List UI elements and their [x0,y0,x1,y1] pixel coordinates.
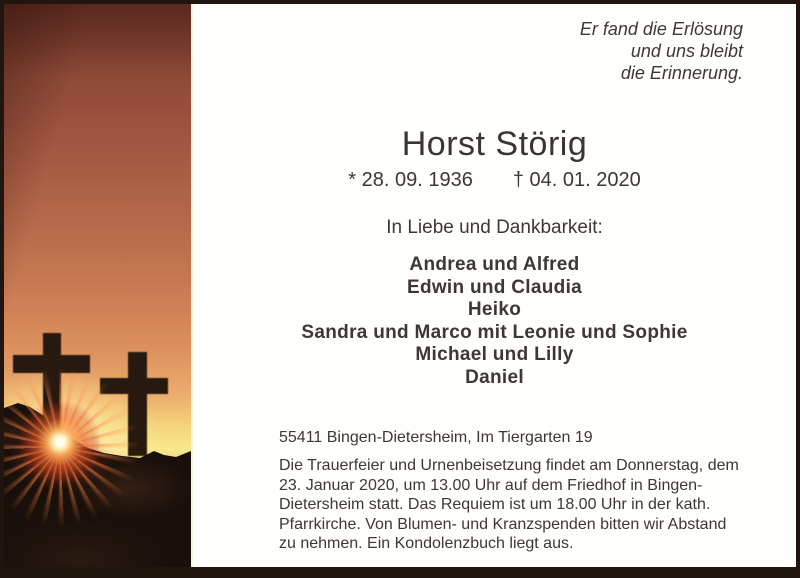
quote-line: Er fand die Erlösung [579,19,743,39]
sun-icon [20,402,100,482]
family-name: Heiko [467,299,522,320]
life-dates [193,168,796,192]
obituary-card [191,4,796,567]
birth-date: * 28. 09. 1936 [348,169,473,191]
crosses-sunset-photo [4,4,191,567]
funeral-details-line: Pfarrkirche. Von Blumen- und Kranzspenden bitten wir Abstand [279,515,727,533]
family-name: Michael und Lilly [415,344,574,365]
funeral-details-line: zu nehmen. Ein Kondolenzbuch liegt aus. [279,535,574,552]
deceased-name: Horst Störig [401,125,588,163]
family-names-list [193,254,796,389]
family-name: Edwin und Claudia [406,276,583,298]
family-name: Sandra und Marco mit Leonie und Sophie [301,321,688,343]
quote-line: und uns bleibt [630,41,743,61]
funeral-details-line: Die Trauerfeier und Urnenbeisetzung findet am Donnerstag, dem [279,457,739,474]
intro-line: In Liebe und Dankbarkeit: [386,217,603,238]
funeral-details-line: Dietersheim statt. Das Requiem ist um 18.00 Uhr in der kath. [279,496,711,513]
family-name: Daniel [465,366,524,388]
address-line: 55411 Bingen-Dietersheim, Im Tiergarten 19 [279,429,593,446]
memorial-quote [580,18,743,84]
funeral-details-line: 23. Januar 2020, um 13.00 Uhr auf dem Friedhof in Bingen- [279,476,703,494]
death-date: † 04. 01. 2020 [512,169,641,191]
quote-line: die Erinnerung. [620,63,743,83]
family-name: Andrea und Alfred [409,254,580,275]
funeral-details [279,456,739,554]
